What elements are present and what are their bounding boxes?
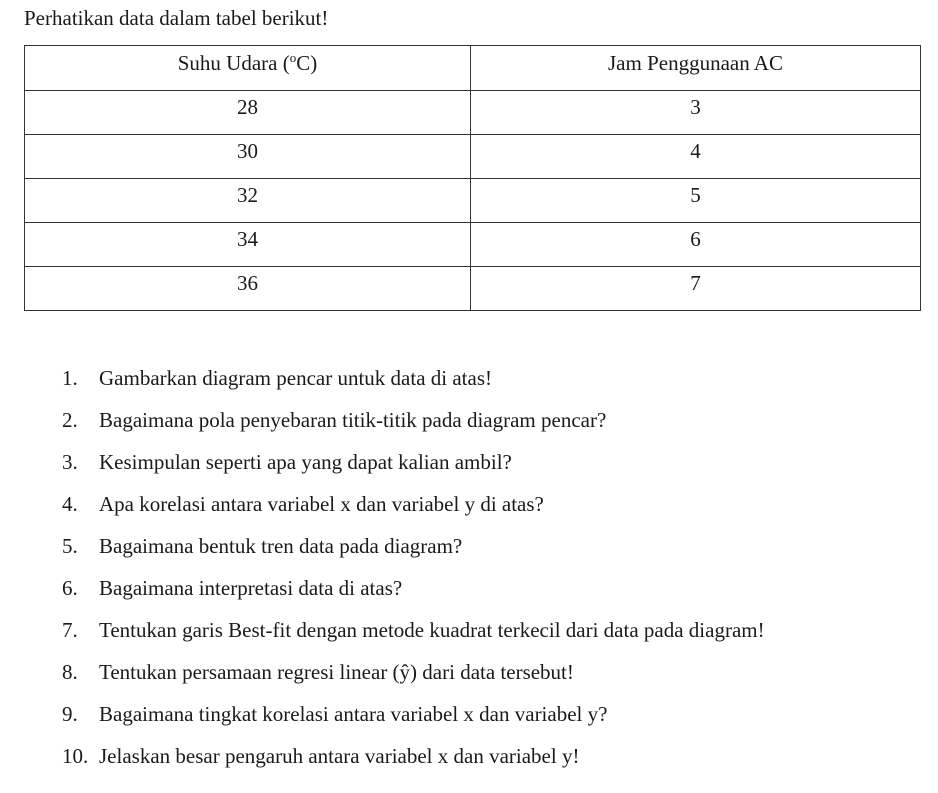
table-row: [25, 135, 921, 179]
list-item: [62, 574, 765, 616]
cell-jam: 7: [471, 267, 921, 311]
list-item: [62, 406, 765, 448]
question-text: Bagaimana bentuk tren data pada diagram?: [99, 534, 463, 558]
question-text: Kesimpulan seperti apa yang dapat kalian ambil?: [99, 450, 512, 474]
cell-jam: 3: [471, 91, 921, 135]
list-item: [62, 742, 765, 784]
question-number: 2.: [62, 408, 78, 432]
question-number: 8.: [62, 660, 78, 684]
cell-suhu: 30: [25, 135, 471, 179]
question-number: 4.: [62, 492, 78, 516]
question-number: 6.: [62, 576, 78, 600]
cell-jam: 5: [471, 179, 921, 223]
question-text: Jelaskan besar pengaruh antara variabel x dan variabel y!: [99, 744, 580, 768]
cell-suhu: 28: [25, 91, 471, 135]
cell-suhu: 32: [25, 179, 471, 223]
question-number: 10.: [62, 744, 89, 768]
question-list: [62, 364, 765, 784]
list-item: [62, 700, 765, 742]
list-item: [62, 490, 765, 532]
question-text: Tentukan garis Best-fit dengan metode kuadrat terkecil dari data pada diagram!: [99, 618, 765, 642]
table-row: [25, 179, 921, 223]
question-text: Bagaimana interpretasi data di atas?: [99, 576, 403, 600]
table-row: [25, 223, 921, 267]
question-number: 3.: [62, 450, 78, 474]
question-number: 1.: [62, 366, 78, 390]
question-number: 5.: [62, 534, 78, 558]
list-item: [62, 448, 765, 490]
header-suhu-prefix: Suhu Udara (: [177, 51, 290, 75]
list-item: [62, 364, 765, 406]
header-jam-penggunaan-ac: Jam Penggunaan AC: [471, 46, 921, 91]
cell-jam: 4: [471, 135, 921, 179]
table-row: [25, 91, 921, 135]
question-text: Bagaimana pola penyebaran titik-titik pada diagram pencar?: [99, 408, 607, 432]
question-number: 9.: [62, 702, 78, 726]
cell-jam: 6: [471, 223, 921, 267]
data-table: [24, 45, 921, 311]
header-suhu-suffix: C): [296, 51, 318, 75]
degree-symbol: o: [289, 50, 297, 65]
list-item: [62, 616, 765, 658]
list-item: [62, 532, 765, 574]
intro-text: Perhatikan data dalam tabel berikut!: [24, 6, 329, 30]
header-suhu-udara: [25, 46, 471, 91]
question-text: Apa korelasi antara variabel x dan variabel y di atas?: [99, 492, 544, 516]
table-row: [25, 267, 921, 311]
cell-suhu: 36: [25, 267, 471, 311]
question-text: Tentukan persamaan regresi linear (ŷ) dari data tersebut!: [99, 660, 574, 684]
cell-suhu: 34: [25, 223, 471, 267]
question-text: Gambarkan diagram pencar untuk data di atas!: [99, 366, 493, 390]
question-text: Bagaimana tingkat korelasi antara variabel x dan variabel y?: [99, 702, 608, 726]
question-number: 7.: [62, 618, 78, 642]
list-item: [62, 658, 765, 700]
table-header-row: [25, 46, 921, 91]
